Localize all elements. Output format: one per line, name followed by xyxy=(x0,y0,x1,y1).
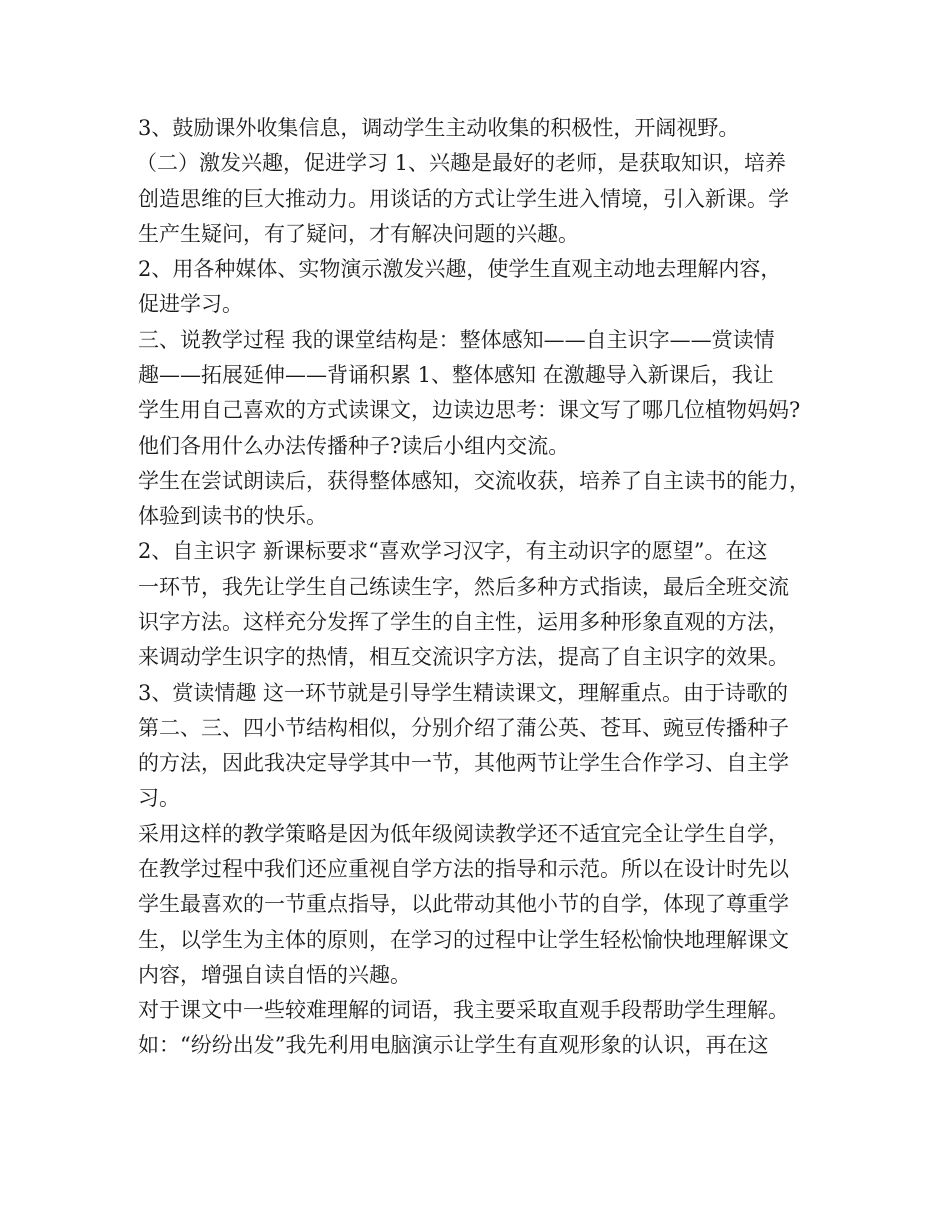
text-line: 采用这样的教学策略是因为低年级阅读教学还不适宜完全让学生自学， xyxy=(138,822,789,846)
text-line: 2、用各种媒体、实物演示激发兴趣，使学生直观主动地去理解内容， xyxy=(138,257,782,281)
text-line: 3、赏读情趣 这一环节就是引导学生精读课文，理解重点。由于诗歌的 xyxy=(138,681,789,705)
text-line: 生，以学生为主体的原则，在学习的过程中让学生轻松愉快地理解课文 xyxy=(138,928,789,952)
text-line: 一环节，我先让学生自己练读生字，然后多种方式指读，最后全班交流 xyxy=(138,575,789,599)
text-line: 体验到读书的快乐。 xyxy=(138,504,327,528)
text-line: 三、说教学过程 我的课堂结构是：整体感知——自主识字——赏读情 xyxy=(138,328,775,352)
text-line: 内容，增强自读自悟的兴趣。 xyxy=(138,963,411,987)
text-line: 如：“纷纷出发”我先利用电脑演示让学生有直观形象的认识，再在这 xyxy=(138,1033,769,1057)
text-line: 创造思维的巨大推动力。用谈话的方式让学生进入情境，引入新课。学 xyxy=(138,187,789,211)
text-line: 3、鼓励课外收集信息，调动学生主动收集的积极性，开阔视野。 xyxy=(138,116,740,140)
text-line: （二）激发兴趣，促进学习 1、兴趣是最好的老师，是获取知识，培养 xyxy=(136,151,787,175)
text-line: 的方法，因此我决定导学其中一节，其他两节让学生合作学习、自主学 xyxy=(138,751,789,775)
text-line: 学生最喜欢的一节重点指导，以此带动其他小节的自学，体现了尊重学 xyxy=(138,892,789,916)
text-line: 趣——拓展延伸——背诵积累 1、整体感知 在激趣导入新课后，我让 xyxy=(138,363,774,387)
text-line: 识字方法。这样充分发挥了学生的自主性，运用多种形象直观的方法， xyxy=(138,610,789,634)
text-line: 学生用自己喜欢的方式读课文，边读边思考：课文写了哪几位植物妈妈? xyxy=(138,398,801,422)
text-line: 对于课文中一些较难理解的词语，我主要采取直观手段帮助学生理解。 xyxy=(138,998,789,1022)
text-line: 促进学习。 xyxy=(138,292,243,316)
text-line: 学生在尝试朗读后，获得整体感知，交流收获，培养了自主读书的能力， xyxy=(138,469,810,493)
text-line: 来调动学生识字的热情，相互交流识字方法，提高了自主识字的效果。 xyxy=(138,645,789,669)
text-line: 2、自主识字 新课标要求“喜欢学习汉字，有主动识字的愿望”。在这 xyxy=(138,539,768,563)
text-line: 习。 xyxy=(138,786,180,810)
text-line: 生产生疑问，有了疑问，才有解决问题的兴趣。 xyxy=(138,222,579,246)
text-line: 在教学过程中我们还应重视自学方法的指导和示范。所以在设计时先以 xyxy=(138,857,789,881)
text-line: 他们各用什么办法传播种子?读后小组内交流。 xyxy=(138,434,570,458)
text-line: 第二、三、四小节结构相似，分别介绍了蒲公英、苍耳、豌豆传播种子 xyxy=(138,716,789,740)
